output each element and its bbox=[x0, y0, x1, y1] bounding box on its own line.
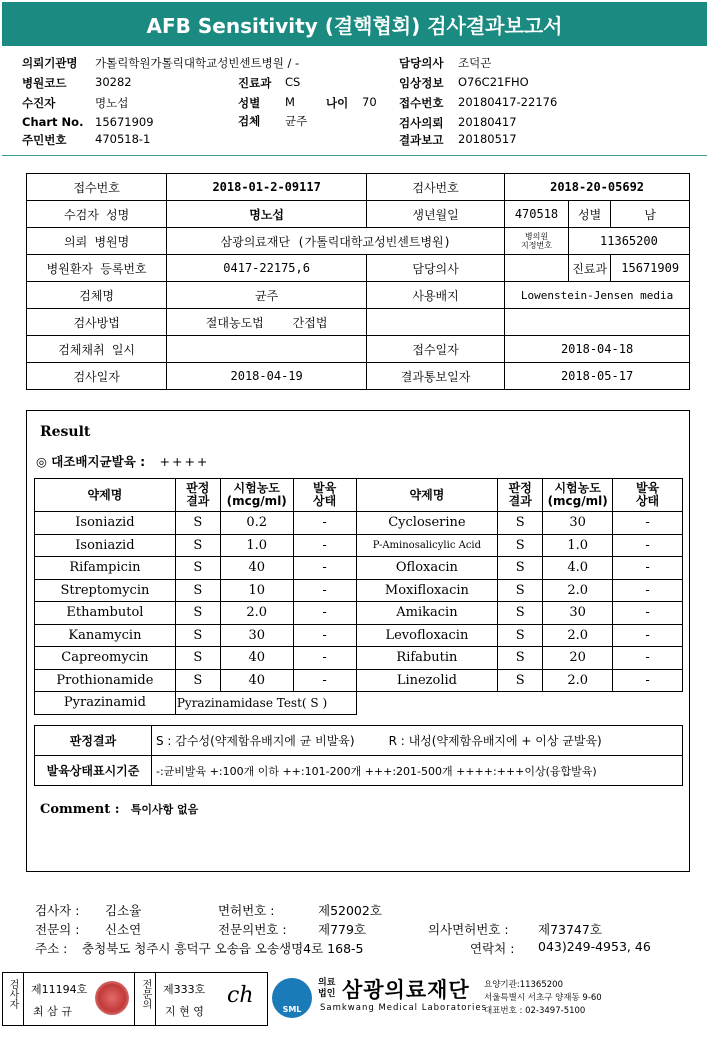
growth-status: - bbox=[293, 602, 356, 625]
judge-result: S bbox=[175, 579, 220, 602]
col-growth-1: 발육 bbox=[313, 481, 337, 495]
header-value: 15671909 bbox=[95, 115, 154, 129]
control-value: ++++ bbox=[159, 454, 210, 469]
contact-label: 연락처 : bbox=[470, 941, 515, 956]
test-concentration: 1.0 bbox=[543, 534, 613, 557]
judge-result: S bbox=[498, 557, 543, 580]
age-value: 70 bbox=[362, 95, 377, 109]
drug-name: Ofloxacin bbox=[356, 557, 498, 580]
header-label: 결과보고 bbox=[399, 133, 444, 147]
test-concentration: 4.0 bbox=[543, 557, 613, 580]
specimen-label: 검체명 bbox=[27, 282, 167, 309]
header-value: O76C21FHO bbox=[458, 75, 529, 89]
doctor bbox=[505, 255, 569, 282]
test-concentration: 40 bbox=[220, 557, 293, 580]
test-concentration: 30 bbox=[543, 512, 613, 535]
header-value: 30282 bbox=[95, 75, 132, 89]
method-label: 검사방법 bbox=[27, 309, 167, 336]
specimen-label: 검체 bbox=[238, 114, 261, 128]
judge-result: S bbox=[498, 669, 543, 692]
consult-sign-name: 지 현 영 bbox=[165, 1005, 204, 1018]
medium-label: 사용배지 bbox=[367, 282, 505, 309]
table-row bbox=[35, 624, 683, 647]
test-no-label: 검사번호 bbox=[367, 174, 505, 201]
growth-status: - bbox=[293, 534, 356, 557]
judge-result: S bbox=[498, 624, 543, 647]
growth-status: - bbox=[293, 579, 356, 602]
consult-sign-no: 제333호 bbox=[163, 983, 206, 996]
header-label: 임상정보 bbox=[399, 76, 444, 90]
judge-result: S bbox=[498, 602, 543, 625]
consult-label: 전문의 : bbox=[35, 922, 80, 937]
receipt-no-label: 접수번호 bbox=[27, 174, 167, 201]
drug-name: Moxifloxacin bbox=[356, 579, 498, 602]
table-row bbox=[35, 579, 683, 602]
sex: 남 bbox=[611, 201, 690, 228]
specimen-value: 균주 bbox=[285, 114, 308, 128]
org-tag-1: 의료 bbox=[318, 978, 336, 988]
header-value: 20180417-22176 bbox=[458, 95, 558, 109]
drug-name: Amikacin bbox=[356, 602, 498, 625]
table-row bbox=[35, 512, 683, 535]
col-growth-1: 발육 bbox=[635, 481, 660, 495]
org-tag-2: 법인 bbox=[318, 989, 336, 999]
pza-row bbox=[35, 692, 683, 715]
test-concentration: 2.0 bbox=[220, 602, 293, 625]
test-concentration: 1.0 bbox=[220, 534, 293, 557]
pza-result: Pyrazinamidase Test( S ) bbox=[175, 692, 356, 715]
growth-status: - bbox=[613, 579, 683, 602]
report-label: 결과통보일자 bbox=[367, 363, 505, 390]
col-judge-1: 판정 bbox=[186, 481, 210, 495]
drug-name: Ethambutol bbox=[35, 602, 176, 625]
control-growth bbox=[36, 452, 209, 470]
col-conc bbox=[543, 479, 613, 512]
control-label: ◎ 대조배지균발육 : bbox=[36, 454, 146, 469]
test-concentration: 2.0 bbox=[543, 669, 613, 692]
judge-result: S bbox=[498, 534, 543, 557]
drug-name: Isoniazid bbox=[35, 534, 176, 557]
sign-divider bbox=[155, 973, 156, 1025]
org-tag bbox=[318, 978, 335, 1000]
org-name: 삼광의료재단 bbox=[342, 978, 470, 1002]
dept-value: CS bbox=[285, 75, 301, 89]
growth-status: - bbox=[613, 624, 683, 647]
col-judge bbox=[175, 479, 220, 512]
growth-status: - bbox=[613, 512, 683, 535]
signature-box bbox=[2, 972, 268, 1026]
test-concentration: 30 bbox=[543, 602, 613, 625]
judge-result: S bbox=[175, 557, 220, 580]
drug-name: Linezolid bbox=[356, 669, 498, 692]
legend-growth-label: 발육상태표시기준 bbox=[35, 756, 152, 786]
header-value: 20180517 bbox=[458, 132, 517, 146]
test-date: 2018-04-19 bbox=[167, 363, 367, 390]
judge-result: S bbox=[175, 669, 220, 692]
growth-status: - bbox=[613, 647, 683, 670]
growth-status: - bbox=[613, 602, 683, 625]
doc-license-label: 의사면허번호 : bbox=[428, 922, 509, 937]
test-concentration: 40 bbox=[220, 647, 293, 670]
org-line3: 대표번호 : 02-3497-5100 bbox=[484, 1006, 586, 1016]
sign-divider bbox=[134, 973, 135, 1025]
legend-growth: -:균비발육 +:100개 이하 ++:101-200개 +++:201-500개 ++++:+++이상(융합발육) bbox=[152, 756, 683, 786]
tester-name: 김소율 bbox=[105, 903, 142, 918]
dob-label: 생년월일 bbox=[367, 201, 505, 228]
legend-judge-s: S : 감수성(약제함유배지에 균 비발육) bbox=[156, 734, 355, 748]
age-label: 나이 bbox=[326, 96, 349, 110]
growth-status: - bbox=[293, 512, 356, 535]
medium: Lowenstein-Jensen media bbox=[505, 282, 690, 309]
tester-tag: 검사자 bbox=[7, 979, 18, 1009]
patient-label: 수검자 성명 bbox=[27, 201, 167, 228]
recv: 2018-04-18 bbox=[505, 336, 690, 363]
test-concentration: 2.0 bbox=[543, 579, 613, 602]
result-heading: Result bbox=[40, 424, 91, 440]
table-row bbox=[35, 647, 683, 670]
reg-no: 0417-22175,6 bbox=[167, 255, 367, 282]
collect-label: 검체채취 일시 bbox=[27, 336, 167, 363]
col-growth bbox=[293, 479, 356, 512]
header-value: 20180417 bbox=[458, 115, 517, 129]
dept-label: 진료과 bbox=[568, 255, 611, 282]
header-label: 접수번호 bbox=[399, 96, 444, 110]
seal-icon bbox=[95, 981, 129, 1015]
header-label: 의뢰기관명 bbox=[22, 56, 78, 70]
hosp-code: 11365200 bbox=[568, 228, 689, 255]
judge-result: S bbox=[175, 602, 220, 625]
drug-name: Kanamycin bbox=[35, 624, 176, 647]
col-conc-1: 시험농도 bbox=[554, 481, 601, 495]
drug-name: Isoniazid bbox=[35, 512, 176, 535]
header-divider bbox=[2, 155, 707, 156]
license: 제52002호 bbox=[318, 903, 382, 918]
growth-status: - bbox=[293, 669, 356, 692]
hosp-code-label-1: 병의원 bbox=[524, 232, 549, 241]
test-concentration: 2.0 bbox=[543, 624, 613, 647]
drug-name: Pyrazinamid bbox=[35, 692, 176, 715]
drug-name: Prothionamide bbox=[35, 669, 176, 692]
header-label: Chart No. bbox=[22, 115, 84, 129]
table-row bbox=[35, 602, 683, 625]
table-row bbox=[35, 669, 683, 692]
doc-license: 제73747호 bbox=[538, 922, 602, 937]
blank-cell bbox=[356, 692, 682, 715]
drug-name: Rifampicin bbox=[35, 557, 176, 580]
consult-tag: 전문의 bbox=[140, 979, 151, 1009]
method-empty-2 bbox=[505, 309, 690, 336]
col-judge bbox=[498, 479, 543, 512]
license-label: 면허번호 : bbox=[218, 903, 275, 918]
growth-status: - bbox=[613, 534, 683, 557]
doctor-label: 담당의사 bbox=[367, 255, 505, 282]
legend-judge bbox=[152, 726, 683, 756]
address-label: 주소 : bbox=[35, 941, 68, 956]
signature-icon: ch bbox=[227, 983, 254, 1008]
header-label: 담당의사 bbox=[399, 56, 444, 70]
contact: 043)249-4953, 46 bbox=[538, 939, 651, 954]
col-drug: 약제명 bbox=[35, 479, 176, 512]
judge-result: S bbox=[175, 647, 220, 670]
org-line2: 서울특별시 서초구 양재동 9-60 bbox=[484, 993, 602, 1003]
col-growth-2: 상태 bbox=[635, 494, 660, 508]
drug-name: Streptomycin bbox=[35, 579, 176, 602]
growth-status: - bbox=[613, 557, 683, 580]
col-judge-2: 결과 bbox=[186, 494, 210, 508]
org-english: Samkwang Medical Laboratories bbox=[320, 1003, 488, 1013]
judge-result: S bbox=[498, 647, 543, 670]
sml-logo-icon: SML bbox=[272, 978, 312, 1018]
header-label: 검사의뢰 bbox=[399, 116, 444, 130]
drug-name: Capreomycin bbox=[35, 647, 176, 670]
sex-label: 성별 bbox=[238, 96, 261, 110]
judge-result: S bbox=[175, 512, 220, 535]
hospital: 삼광의료재단 (가톨릭대학교성빈센트병원) bbox=[167, 228, 505, 255]
col-growth-2: 상태 bbox=[313, 494, 337, 508]
growth-status: - bbox=[293, 647, 356, 670]
method bbox=[167, 309, 367, 336]
test-concentration: 40 bbox=[220, 669, 293, 692]
header-value: 가톨릭학원가톨릭대학교성빈센트병원 / - bbox=[95, 56, 300, 70]
header-label: 수진자 bbox=[22, 96, 56, 110]
method-2: 간접법 bbox=[292, 315, 328, 330]
col-conc-2: (mcg/ml) bbox=[226, 494, 287, 508]
col-conc-2: (mcg/ml) bbox=[547, 494, 608, 508]
table-row bbox=[35, 534, 683, 557]
dob: 470518 bbox=[505, 201, 569, 228]
comment bbox=[40, 798, 198, 817]
drug-name: P-Aminosalicylic Acid bbox=[356, 534, 498, 557]
judge-result: S bbox=[498, 512, 543, 535]
judge-result: S bbox=[175, 624, 220, 647]
drug-name: Rifabutin bbox=[356, 647, 498, 670]
consult-name: 신소연 bbox=[105, 922, 142, 937]
header-value: 조덕곤 bbox=[458, 56, 492, 70]
col-judge-2: 결과 bbox=[508, 494, 532, 508]
col-judge-1: 판정 bbox=[508, 481, 532, 495]
growth-status: - bbox=[613, 669, 683, 692]
growth-status: - bbox=[293, 624, 356, 647]
comment-text: 특이사항 없음 bbox=[130, 803, 199, 816]
header-label: 주민번호 bbox=[22, 133, 67, 147]
col-growth bbox=[613, 479, 683, 512]
test-date-label: 검사일자 bbox=[27, 363, 167, 390]
info-table bbox=[26, 173, 690, 390]
table-row bbox=[35, 557, 683, 580]
legend-table bbox=[34, 725, 683, 786]
header-value: 470518-1 bbox=[95, 132, 151, 146]
tester-sign-no: 제11194호 bbox=[31, 983, 88, 996]
hosp-code-label-2: 지정번호 bbox=[521, 241, 552, 250]
header-value: 명노섭 bbox=[95, 96, 129, 110]
tester-label: 검사자 : bbox=[35, 903, 80, 918]
specimen: 균주 bbox=[167, 282, 367, 309]
report-title: AFB Sensitivity (결핵협회) 검사결과보고서 bbox=[2, 2, 707, 46]
consult-no: 제779호 bbox=[318, 922, 367, 937]
judge-result: S bbox=[498, 579, 543, 602]
sex-value: M bbox=[285, 95, 295, 109]
hospital-label: 의뢰 병원명 bbox=[27, 228, 167, 255]
dept: 15671909 bbox=[611, 255, 690, 282]
receipt-no: 2018-01-2-09117 bbox=[167, 174, 367, 201]
col-drug: 약제명 bbox=[356, 479, 498, 512]
test-concentration: 30 bbox=[220, 624, 293, 647]
susceptibility-table bbox=[34, 478, 683, 715]
method-1: 절대농도법 bbox=[205, 315, 264, 330]
judge-result: S bbox=[175, 534, 220, 557]
col-conc bbox=[220, 479, 293, 512]
test-concentration: 0.2 bbox=[220, 512, 293, 535]
test-no: 2018-20-05692 bbox=[505, 174, 690, 201]
recv-label: 접수일자 bbox=[367, 336, 505, 363]
drug-name: Levofloxacin bbox=[356, 624, 498, 647]
sign-divider bbox=[23, 973, 24, 1025]
report-date: 2018-05-17 bbox=[505, 363, 690, 390]
consult-no-label: 전문의번호 : bbox=[218, 922, 287, 937]
header-label: 병원코드 bbox=[22, 76, 67, 90]
patient-name: 명노섭 bbox=[167, 201, 367, 228]
test-concentration: 10 bbox=[220, 579, 293, 602]
address: 충청북도 청주시 흥덕구 오송읍 오송생명4로 168-5 bbox=[82, 941, 364, 956]
org-line1: 요양기관:11365200 bbox=[484, 980, 563, 990]
legend-judge-label: 판정결과 bbox=[35, 726, 152, 756]
method-empty bbox=[367, 309, 505, 336]
drug-name: Cycloserine bbox=[356, 512, 498, 535]
hosp-code-label bbox=[505, 228, 569, 255]
growth-status: - bbox=[293, 557, 356, 580]
comment-label: Comment : bbox=[40, 802, 120, 817]
collect bbox=[167, 336, 367, 363]
reg-no-label: 병원환자 등록번호 bbox=[27, 255, 167, 282]
tester-sign-name: 최 삼 규 bbox=[33, 1005, 72, 1018]
sex-label: 성별 bbox=[568, 201, 611, 228]
dept-label: 진료과 bbox=[238, 76, 272, 90]
test-concentration: 20 bbox=[543, 647, 613, 670]
legend-judge-r: R : 내성(약제함유배지에 + 이상 균발육) bbox=[388, 734, 602, 748]
col-conc-1: 시험농도 bbox=[233, 481, 280, 495]
